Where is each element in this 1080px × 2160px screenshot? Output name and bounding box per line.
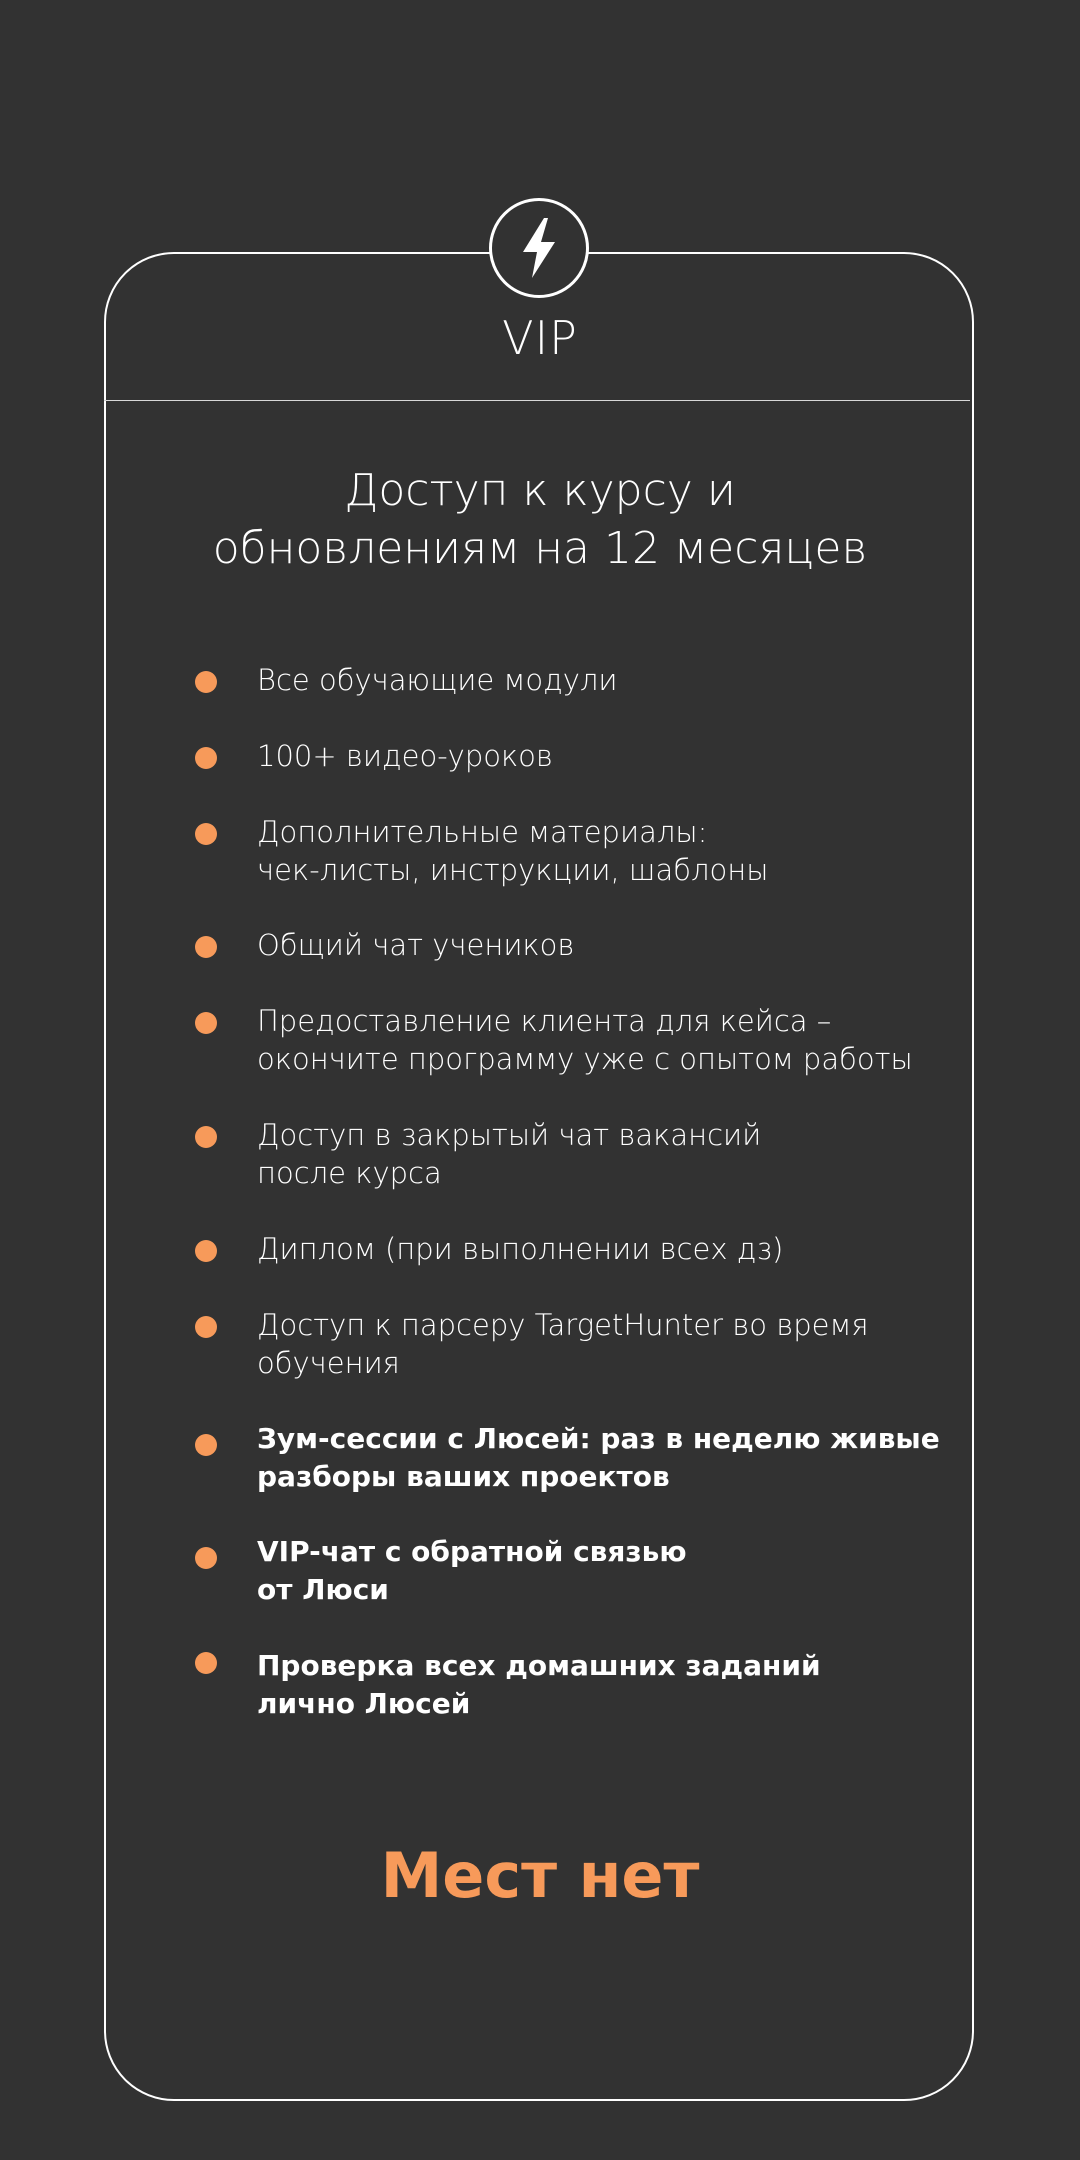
feature-text: Диплом (при выполнении всех дз) <box>257 1232 784 1266</box>
feature-text: Проверка всех домашних заданий лично Люсей <box>257 1649 821 1720</box>
divider <box>104 400 970 401</box>
feature-text: Все обучающие модули <box>257 663 618 697</box>
headline-line-1: Доступ к курсу и <box>344 465 736 516</box>
bullet-icon <box>195 671 217 693</box>
bullet-icon <box>195 1547 217 1569</box>
bullet-icon <box>195 1434 217 1456</box>
lightning-icon <box>489 198 589 298</box>
bullet-icon <box>195 1012 217 1034</box>
bullet-icon <box>195 1126 217 1148</box>
bullet-icon <box>195 1652 217 1674</box>
bullet-icon <box>195 747 217 769</box>
plan-headline <box>0 462 1080 578</box>
bullet-icon <box>195 1316 217 1338</box>
feature-text: Зум-сессии с Люсей: раз в неделю живые разборы ваших проектов <box>257 1422 940 1493</box>
feature-text: VIP-чат с обратной связью от Люси <box>257 1535 687 1606</box>
feature-text: 100+ видео-уроков <box>257 739 553 773</box>
feature-text: Общий чат учеников <box>257 928 575 962</box>
bullet-icon <box>195 936 217 958</box>
feature-text: Предоставление клиента для кейса – окончите программу уже с опытом работы <box>257 1004 913 1076</box>
feature-text: Доступ к парсеру TargetHunter во время обучения <box>257 1308 869 1380</box>
headline-line-2: обновлениям на 12 месяцев <box>212 523 868 574</box>
feature-text: Доступ в закрытый чат вакансий после курса <box>257 1118 762 1190</box>
feature-text: Дополнительные материалы: чек-листы, инструкции, шаблоны <box>257 815 769 887</box>
plan-title: VIP <box>502 311 578 365</box>
bullet-icon <box>195 823 217 845</box>
availability-status: Мест нет <box>380 1839 700 1912</box>
bullet-icon <box>195 1240 217 1262</box>
